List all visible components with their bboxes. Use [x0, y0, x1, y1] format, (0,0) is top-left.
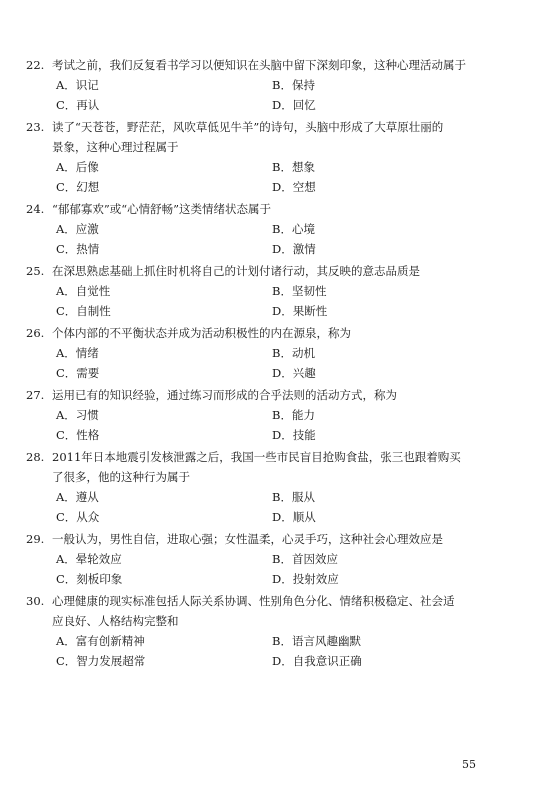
question-stem	[26, 385, 512, 405]
question-text: “郁郁寡欢”或“心情舒畅”这类情绪状态属于	[52, 202, 272, 216]
answer-option: B．心境	[272, 222, 315, 236]
answer-option: C．从众	[56, 510, 100, 524]
option-grid	[26, 631, 512, 671]
question-block	[26, 385, 512, 445]
answer-option: C．热情	[56, 242, 100, 256]
answer-option: D．自我意识正确	[272, 654, 362, 668]
question-number: 26.	[26, 326, 45, 340]
question-number: 30.	[26, 594, 45, 608]
question-text: 2011年日本地震引发核泄露之后，我国一些市民盲目抢购食盐，张三也跟着购买	[52, 450, 461, 464]
answer-option: D．投射效应	[272, 572, 339, 586]
question-text: 读了“天苍苍，野茫茫，风吹草低见牛羊”的诗句，头脑中形成了大草原壮丽的	[52, 120, 444, 134]
answer-option: A．习惯	[56, 408, 99, 422]
answer-option: D．激情	[272, 242, 316, 256]
question-text: 心理健康的现实标准包括人际关系协调、性别角色分化、情绪积极稳定、社会适	[52, 594, 455, 608]
option-grid	[26, 157, 512, 197]
option-grid	[26, 487, 512, 527]
answer-option: D．果断性	[272, 304, 328, 318]
question-list	[26, 55, 512, 673]
option-grid	[26, 75, 512, 115]
answer-option: D．顺从	[272, 510, 316, 524]
answer-option: C．自制性	[56, 304, 111, 318]
answer-option: B．首因效应	[272, 552, 338, 566]
question-block	[26, 591, 512, 671]
question-block	[26, 117, 512, 197]
option-grid	[26, 405, 512, 445]
question-text: 考试之前，我们反复看书学习以便知识在头脑中留下深刻印象，这种心理活动属于	[52, 58, 466, 72]
answer-option: D．空想	[272, 180, 316, 194]
question-number: 27.	[26, 388, 45, 402]
answer-option: C．需要	[56, 366, 100, 380]
answer-option: C．幻想	[56, 180, 100, 194]
question-stem	[26, 447, 512, 467]
question-number: 23.	[26, 120, 45, 134]
question-text: 一般认为，男性自信，进取心强；女性温柔，心灵手巧，这种社会心理效应是	[52, 532, 443, 546]
question-block	[26, 261, 512, 321]
question-block	[26, 55, 512, 115]
answer-option: B．保持	[272, 78, 315, 92]
question-text: 个体内部的不平衡状态并成为活动积极性的内在源泉，称为	[52, 326, 351, 340]
question-block	[26, 323, 512, 383]
question-text-continued: 了很多，他的这种行为属于	[52, 470, 190, 484]
question-stem	[26, 529, 512, 549]
answer-option: A．应激	[56, 222, 99, 236]
answer-option: B．服从	[272, 490, 315, 504]
answer-option: D．技能	[272, 428, 316, 442]
question-text: 运用已有的知识经验，通过练习而形成的合乎法则的活动方式，称为	[52, 388, 397, 402]
question-text-continued: 景象，这种心理过程属于	[52, 140, 179, 154]
page-number: 55	[462, 758, 476, 771]
answer-option: C．性格	[56, 428, 100, 442]
answer-option: C．智力发展超常	[56, 654, 146, 668]
question-number: 22.	[26, 58, 45, 72]
answer-option: A．后像	[56, 160, 99, 174]
question-block	[26, 199, 512, 259]
question-stem	[26, 261, 512, 281]
option-grid	[26, 549, 512, 589]
answer-option: D．兴趣	[272, 366, 316, 380]
answer-option: A．富有创新精神	[56, 634, 145, 648]
answer-option: A．识记	[56, 78, 99, 92]
answer-option: C．再认	[56, 98, 100, 112]
answer-option: A．遵从	[56, 490, 99, 504]
answer-option: B．语言风趣幽默	[272, 634, 361, 648]
answer-option: D．回忆	[272, 98, 316, 112]
question-stem	[26, 117, 512, 137]
answer-option: A．晕轮效应	[56, 552, 122, 566]
question-number: 25.	[26, 264, 45, 278]
question-stem	[26, 591, 512, 611]
question-stem	[26, 55, 512, 75]
answer-option: B．能力	[272, 408, 315, 422]
question-number: 28.	[26, 450, 45, 464]
question-stem	[26, 199, 512, 219]
question-block	[26, 529, 512, 589]
question-number: 24.	[26, 202, 45, 216]
question-stem	[26, 323, 512, 343]
answer-option: C．刻板印象	[56, 572, 123, 586]
option-grid	[26, 281, 512, 321]
answer-option: A．自觉性	[56, 284, 111, 298]
question-number: 29.	[26, 532, 45, 546]
answer-option: B．坚韧性	[272, 284, 327, 298]
question-text: 在深思熟虑基础上抓住时机将自己的计划付诸行动，其反映的意志品质是	[52, 264, 420, 278]
answer-option: B．动机	[272, 346, 315, 360]
answer-option: A．情绪	[56, 346, 99, 360]
question-block	[26, 447, 512, 527]
option-grid	[26, 219, 512, 259]
answer-option: B．想象	[272, 160, 315, 174]
option-grid	[26, 343, 512, 383]
question-text-continued: 应良好、人格结构完整和	[52, 614, 179, 628]
